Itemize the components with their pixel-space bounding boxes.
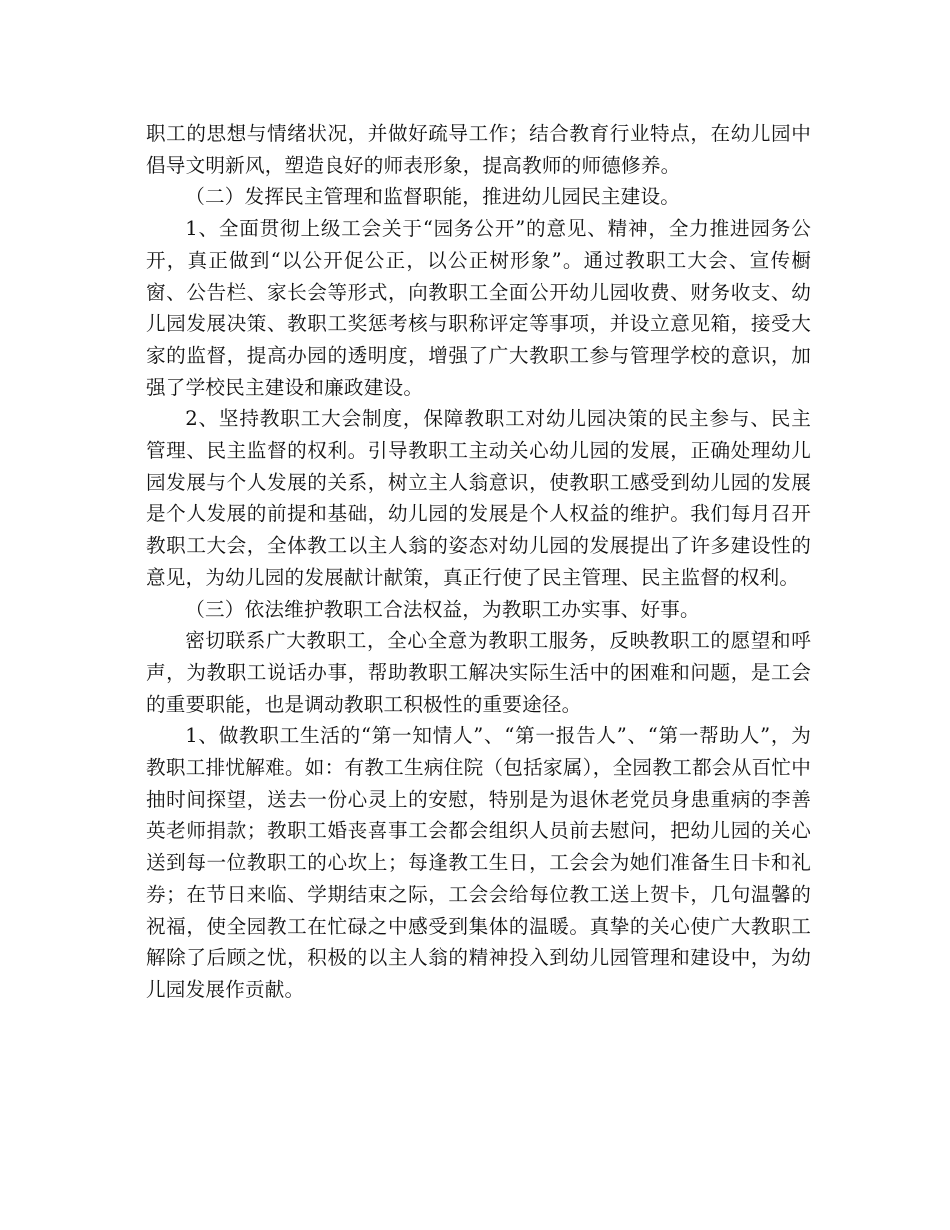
section-heading-2: （二）发挥民主管理和监督职能，推进幼儿园民主建设。 xyxy=(185,185,681,209)
document-body xyxy=(146,118,811,1006)
paragraph-open-affairs: 1、全面贯彻上级工会关于“园务公开”的意见、精神，全力推进园务公开，真正做到“以公开促公正，以公正树形象”。通过教职工大会、宣传橱窗、公告栏、家长会等形式，向教职工全面公开幼儿园收费、财务收支、幼儿园发展决策、教职工奖惩考核与职称评定等事项，并设立意见箱，接受大家的监督，提高办园的透明度，增强了广大教职工参与管理学校的意识，加强了学校民主建设和廉政建设。 xyxy=(146,217,811,399)
paragraph-first-helper: 1、做教职工生活的“第一知情人”、“第一报告人”、“第一帮助人”，为教职工排忧解难。如：有教工生病住院（包括家属），全园教工都会从百忙中抽时间探望，送去一份心灵上的安慰，特别是为退休老党员身患重病的李善英老师捐款；教职工婚丧喜事工会都会组织人员前去慰问，把幼儿园的关心送到每一位教职工的心坎上；每逢教工生日，工会会为她们准备生日卡和礼券；在节日来临、学期结束之际，工会会给每位教工送上贺卡，几句温馨的祝福，使全园教工在忙碌之中感受到集体的温暖。真挚的关心使广大教职工解除了后顾之忧，积极的以主人翁的精神投入到幼儿园管理和建设中，为幼儿园发展作贡献。 xyxy=(146,724,811,1001)
paragraph-staff-congress: 2、坚持教职工大会制度，保障教职工对幼儿园决策的民主参与、民主管理、民主监督的权利。引导教职工主动关心幼儿园的发展，正确处理幼儿园发展与个人发展的关系，树立主人翁意识，使教职工感受到幼儿园的发展是个人发展的前提和基础，幼儿园的发展是个人权益的维护。我们每月召开教职工大会，全体教工以主人翁的姿态对幼儿园的发展提出了许多建设性的意见，为幼儿园的发展献计献策，真正行使了民主管理、民主监督的权利。 xyxy=(146,407,811,589)
paragraph-serve-staff: 密切联系广大教职工，全心全意为教职工服务，反映教职工的愿望和呼声，为教职工说话办事，帮助教职工解决实际生活中的困难和问题，是工会的重要职能，也是调动教职工积极性的重要途径。 xyxy=(146,629,811,716)
section-heading-3: （三）依法维护教职工合法权益，为教职工办实事、好事。 xyxy=(185,597,700,621)
paragraph-continuation: 职工的思想与情绪状况，并做好疏导工作；结合教育行业特点，在幼儿园中倡导文明新风，塑造良好的师表形象，提高教师的师德修养。 xyxy=(146,122,811,177)
